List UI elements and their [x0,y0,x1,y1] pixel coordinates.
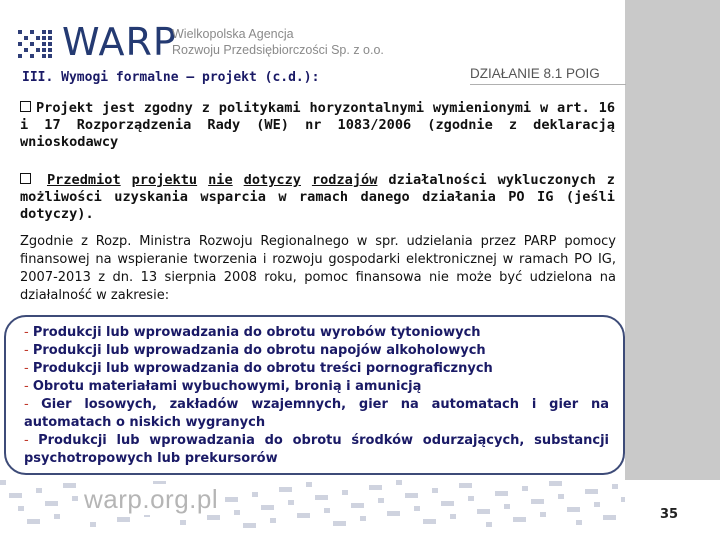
footer-dot [477,509,490,514]
list-item: - Produkcji lub wprowadzania do obrotu środków odurzających, substancji psychotropowych lub prekursorów [24,433,609,466]
logo-text: WARP [62,20,177,64]
logo-dot [18,30,22,34]
footer-dot [90,522,96,527]
agency-name [172,26,384,58]
footer-dot [495,491,508,496]
list-item: - Gier losowych, zakładów wzajemnych, gier na automatach i gier na automatach o niskich wygranych [24,397,609,430]
footer-dot [9,493,22,498]
footer-dot [243,523,256,528]
logo-dot [18,42,22,46]
footer-dot [369,485,382,490]
footer-dot [522,486,528,491]
logo-dot [48,30,52,34]
footer-dot [234,510,240,515]
footer-dot [45,501,58,506]
logo-dots-icon [18,30,58,60]
footer-dot [117,517,130,522]
footer-dot [612,484,618,489]
bullet-text-2b: projektu [131,172,198,188]
footer-url[interactable]: warp.org.pl [78,484,224,515]
right-side-strip [625,0,720,540]
logo-dot [48,36,52,40]
footer-dot [288,500,294,505]
footer-dot [279,487,292,492]
warp-logo [12,22,432,62]
footer-dot [405,493,418,498]
footer-dot [432,488,438,493]
checkbox-bullet-icon [20,101,31,112]
logo-dot [42,54,46,58]
footer-dot [252,492,258,497]
footer-dot [504,504,510,509]
bullet-text-2e: rodzajów [311,172,378,188]
footer-dot [306,482,312,487]
list-item: - Produkcji lub wprowadzania do obrotu treści pornograficznych [24,361,493,376]
footer-dot [441,501,454,506]
footer-dot [567,507,580,512]
footer-dot [585,489,598,494]
footer-dot [594,502,600,507]
footer-dot [360,516,366,521]
footer-dot [297,513,310,518]
list-item: - Obrotu materiałami wybuchowymi, bronią i amunicją [24,379,422,394]
footer-dot [27,519,40,524]
footer-dot [63,483,76,488]
bullet-text-2c: nie [208,172,233,188]
logo-dot [24,36,28,40]
footer-dot [603,515,616,520]
footer-dot [387,511,400,516]
footer-dot [414,506,420,511]
footer-dot [540,512,546,517]
action-tag: DZIAŁANIE 8.1 POIG [470,66,626,85]
footer-dot [396,480,402,485]
footer-dot [450,514,456,519]
footer-dot [576,520,582,525]
footer-dot [324,508,330,513]
exclusions-list [24,324,609,468]
bullet-text-2d: dotyczy [243,172,301,188]
checkbox-bullet-icon [20,173,31,184]
footer-dot [333,521,346,526]
logo-dot [48,54,52,58]
logo-dot [48,42,52,46]
logo-dot [36,36,40,40]
page-number: 35 [660,507,679,522]
footer-dot [549,481,562,486]
agency-line-2: Rozwoju Przedsiębiorczości Sp. z o.o. [172,43,384,57]
logo-dot [42,42,46,46]
logo-dot [30,42,34,46]
bullet-policy-compliance [20,100,615,151]
list-item: - Produkcji lub wprowadzania do obrotu wyrobów tytoniowych [24,325,481,340]
footer-dot [207,515,220,520]
logo-dot [24,48,28,52]
section-title: III. Wymogi formalne – projekt (c.d.): [22,70,320,85]
bullet-text-1: Projekt jest zgodny z politykami horyzontalnymi wymienionymi w art. 16 i 17 Rozporządzenia Rady (WE) nr 1083/2006 (zgodnie z deklaracją wnioskodawcy [20,100,615,150]
footer-dot [225,497,238,502]
footer-dot [486,522,492,527]
footer-dot [0,480,6,485]
footer-dot [270,518,276,523]
footer-dot [423,519,436,524]
footer-dot [351,503,364,508]
logo-dot [30,30,34,34]
logo-dot [42,36,46,40]
footer-dot [558,494,564,499]
footer-dot [378,498,384,503]
exclusions-box [4,315,625,475]
footer-dot [459,483,472,488]
logo-dot [18,54,22,58]
footer-dot [531,499,544,504]
list-item: - Produkcji lub wprowadzania do obrotu napojów alkoholowych [24,343,486,358]
footer-dot [261,505,274,510]
bullet-text-2f: działalności wykluczonych z możliwości uzyskania wsparcia w ramach danego działania PO IG (jeśli dotyczy). [20,172,615,222]
logo-dot [48,48,52,52]
footer-dot [468,496,474,501]
footer-dot [54,514,60,519]
logo-dot [30,54,34,58]
footer-dot [18,506,24,511]
footer-dot [513,517,526,522]
bullet-excluded-activities [20,172,615,223]
agency-line-1: Wielkopolska Agencja [172,27,294,41]
regulation-paragraph: Zgodnie z Rozp. Ministra Rozwoju Regionalnego w spr. udzielania przez PARP pomocy finansowej na wspieranie tworzenia i rozwoju gospodarki elektronicznej w ramach PO IG, 2007-2013 z dn. 13 sierpnia 2008 roku, pomoc finansowa nie może być udzielona na działalność w zakresie: [20,234,616,303]
footer-dot [36,488,42,493]
footer-dot [315,495,328,500]
logo-dot [42,30,46,34]
logo-dot [36,48,40,52]
bullet-text-2a: Przedmiot [46,172,121,188]
footer-dot [180,520,186,525]
logo-dot [42,48,46,52]
footer-dot [342,490,348,495]
